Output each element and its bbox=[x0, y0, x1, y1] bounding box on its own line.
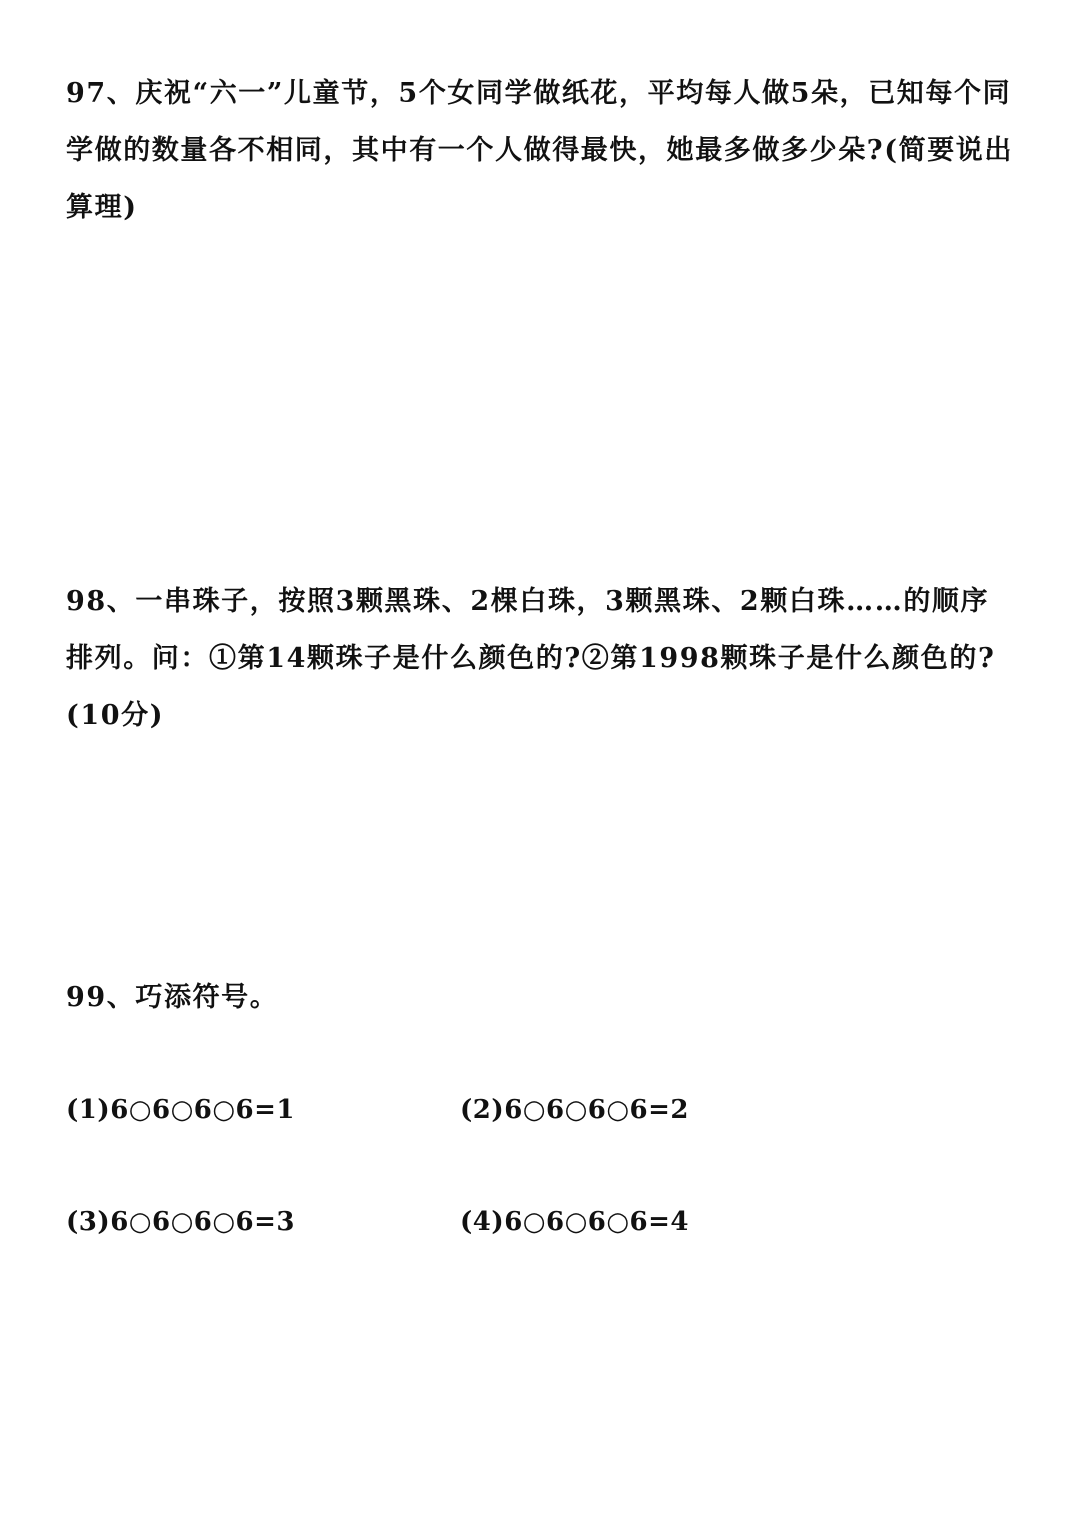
question-98: 98、一串珠子，按照3颗黑珠、2棵白珠，3颗黑珠、2颗白珠……的顺序排列。问：①第14颗珠子是什么颜色的?②第1998颗珠子是什么颜色的?(10分) bbox=[66, 586, 996, 731]
equation-1: (1)6○6○6○6=1 bbox=[66, 1095, 295, 1125]
question-99: 99、巧添符号。 bbox=[66, 982, 279, 1013]
equation-3: (3)6○6○6○6=3 bbox=[66, 1207, 295, 1237]
equation-4: (4)6○6○6○6=4 bbox=[460, 1207, 689, 1237]
equation-2: (2)6○6○6○6=2 bbox=[460, 1095, 689, 1125]
question-97: 97、庆祝“六一”儿童节，5个女同学做纸花，平均每人做5朵，已知每个同学做的数量各不相同，其中有一个人做得最快，她最多做多少朵?(简要说出算理) bbox=[66, 78, 1013, 223]
